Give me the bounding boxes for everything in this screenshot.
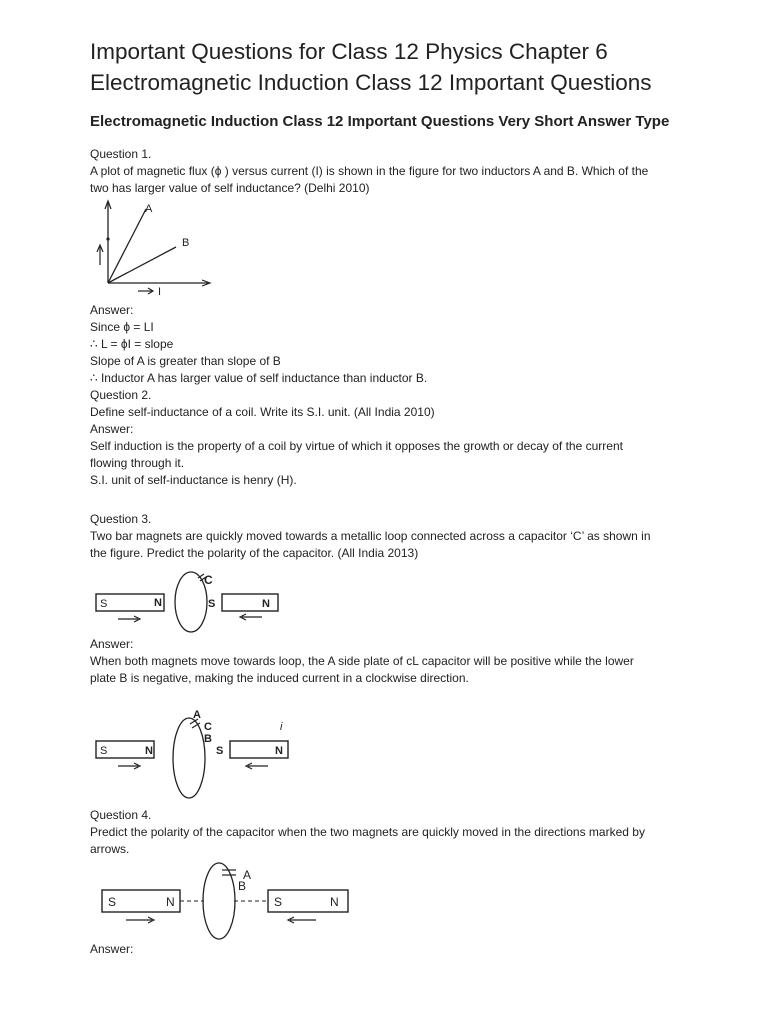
q1-heading: Question 1. — [90, 147, 152, 161]
svg-text:N: N — [166, 895, 175, 909]
q3-answer-line-1: When both magnets move towards loop, the A side plate of cL capacitor will be positive while the lower — [90, 654, 634, 668]
q3-answer-heading: Answer: — [90, 637, 134, 651]
svg-text:N: N — [154, 597, 162, 609]
svg-text:C: C — [204, 721, 212, 733]
q4-heading: Question 4. — [90, 808, 152, 822]
q4-magnets-figure — [90, 858, 360, 940]
q2-answer-line-1: Self induction is the property of a coil by virtue of which it opposes the growth or decay of the current — [90, 439, 623, 453]
svg-text:S: S — [208, 598, 216, 610]
q1-answer-line-2: ∴ L = ϕI = slope — [90, 337, 174, 351]
svg-text:i: i — [280, 721, 283, 733]
svg-text:N: N — [330, 895, 339, 909]
q3-text-line-2: the figure. Predict the polarity of the capacitor. (All India 2013) — [90, 546, 419, 560]
svg-text:N: N — [262, 598, 270, 610]
line-a — [108, 209, 146, 283]
q1-text-line-2: two has larger value of self inductance? (Delhi 2010) — [90, 181, 370, 195]
q2-text: Define self-inductance of a coil. Write its S.I. unit. (All India 2010) — [90, 405, 435, 419]
q3-heading: Question 3. — [90, 512, 152, 526]
svg-text:N: N — [275, 745, 283, 757]
q2-answer-line-3: S.I. unit of self-inductance is henry (H). — [90, 473, 297, 487]
label-a: A — [145, 203, 153, 215]
title-line-1: Important Questions for Class 12 Physics Chapter 6 — [90, 39, 608, 64]
svg-text:S: S — [274, 895, 283, 909]
q3-text-line-1: Two bar magnets are quickly moved towards a metallic loop connected across a capacitor ‘C’ as shown in — [90, 529, 651, 543]
svg-text:B: B — [238, 879, 247, 893]
q3-answer-line-2: plate B is negative, making the induced current in a clockwise direction. — [90, 671, 469, 685]
q4-text-line-2: arrows. — [90, 842, 130, 856]
q1-answer-line-3: Slope of A is greater than slope of B — [90, 354, 281, 368]
q2-heading: Question 2. — [90, 388, 152, 402]
svg-text:S: S — [108, 895, 117, 909]
q1-text-line-1: A plot of magnetic flux (ϕ ) versus current (I) is shown in the figure for two inductors A and B. Which of the — [90, 164, 649, 178]
section-subtitle: Electromagnetic Induction Class 12 Important Questions Very Short Answer Type — [90, 113, 670, 130]
title-line-2: Electromagnetic Induction Class 12 Important Questions — [90, 70, 652, 95]
svg-text:N: N — [145, 745, 153, 757]
q4-text-line-1: Predict the polarity of the capacitor when the two magnets are quickly moved in the directions marked by — [90, 825, 645, 839]
svg-text:B: B — [204, 733, 212, 745]
q3-magnets-figure — [90, 570, 290, 636]
label-b: B — [182, 237, 190, 249]
q1-answer-line-1: Since ϕ = LI — [90, 320, 154, 334]
q1-answer-heading: Answer: — [90, 303, 134, 317]
label-x: I — [158, 286, 162, 298]
svg-text:A: A — [193, 709, 201, 721]
q1-flux-current-graph — [90, 197, 220, 300]
svg-text:S: S — [216, 745, 224, 757]
q4-answer-heading: Answer: — [90, 942, 134, 956]
svg-text:S: S — [100, 598, 108, 610]
q2-answer-line-2: flowing through it. — [90, 456, 185, 470]
page-title — [90, 36, 730, 98]
q2-answer-heading: Answer: — [90, 422, 134, 436]
svg-text:A: A — [243, 868, 252, 882]
svg-text:S: S — [100, 745, 108, 757]
line-b — [108, 247, 176, 283]
q1-answer-line-4: ∴ Inductor A has larger value of self inductance than inductor B. — [90, 371, 428, 385]
svg-text:C: C — [204, 573, 213, 587]
q3-answer-figure — [90, 702, 300, 802]
